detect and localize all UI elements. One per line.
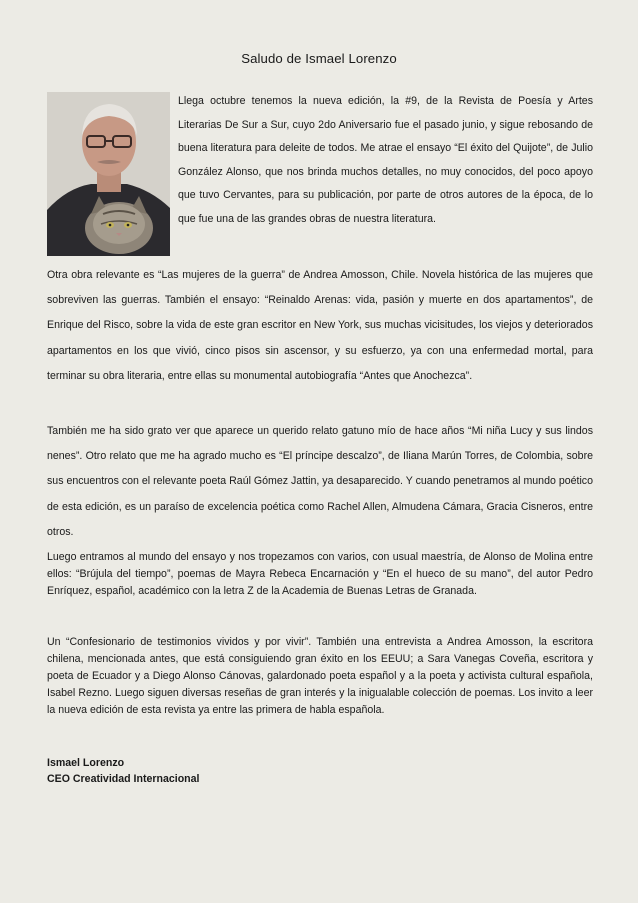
signature — [47, 755, 593, 787]
paragraph-2 — [47, 419, 593, 545]
paragraph-4 — [47, 634, 593, 719]
signature-role: CEO Creatividad Internacional — [47, 773, 200, 785]
paragraph-text: También me ha sido grato ver que aparece un querido relato gatuno mío de hace años “Mi niña Lucy y sus lindos nenes”. Otro relato que me ha agrado mucho es “El príncipe descalzo”, de Iliana Marún Torres, de Colombia, sobre sus encuentros con el relevante poeta Raúl Gómez Jattin, ya desaparecido. Y cuando penetramos al mundo poético de esta edición, es un paraíso de excelencia poética como Rachel Allen, Almudena Cámara, Gracia Cisneros, entre otros. — [47, 425, 593, 538]
signature-name: Ismael Lorenzo — [47, 757, 125, 769]
intro-paragraph: Llega octubre tenemos la nueva edición, la #9, de la Revista de Poesía y Artes Literarias De Sur a Sur, cuyo 2do Aniversario fue el pasado junio, y sigue rebosando de buena literatura para deleite de todos. Me atrae el ensayo “El éxito del Quijote”, de Julio González Alonso, que nos brinda muchos detalles, no muy conocidos, del poco apoyo que tuvo Cervantes, para su publicación, por parte de otros autores de la época, de lo que fue una de las grandes obras de nuestra literatura. — [178, 95, 593, 225]
paragraph-text: Otra obra relevante es “Las mujeres de la guerra” de Andrea Amosson, Chile. Novela histórica de las mujeres que sobreviven las guerras. También el ensayo: “Reinaldo Arenas: vida, pasión y muerte en dos apartamentos”, de Enrique del Risco, sobre la vida de este gran escritor en New York, sus muchas vicisitudes, los viejos y deteriorados apartamentos en los que vivió, cinco pisos sin ascensor, y su esfuerzo, ya con una enfermedad mortal, para terminar su obra literaria, entre ellas su monumental autobiografía “Antes que Anochezca”. — [47, 269, 593, 382]
author-with-cat-image — [47, 92, 170, 256]
author-photo — [47, 92, 170, 256]
intro-section — [47, 90, 593, 258]
paragraph-1 — [47, 263, 593, 389]
paragraph-text: Luego entramos al mundo del ensayo y nos tropezamos con varios, con usual maestría, de Alonso de Molina entre ellos: “Brújula del tiempo”, poemas de Mayra Rebeca Encarnación y “En el hueco de su mano”, del autor Pedro Enríquez, español, académico con la letra Z de la Academia de Buenas Letras de Granada. — [47, 551, 593, 598]
paragraph-3 — [47, 549, 593, 600]
paragraph-text: Un “Confesionario de testimonios vividos y por vivir”. También una entrevista a Andrea Amosson, la escritora chilena, mencionada antes, que está consiguiendo gran éxito en los EEUU; a Sara Vanegas Coveña, escritora y poeta de Ecuador y a Diego Alonso Cánovas, galardonado poeta español y a la poeta y activista cultural española, Isabel Rezno. Luego siguen diversas reseñas de gran interés y la inigualable colección de poemas. Los invito a leer la nueva edición de esta revista ya entre las primera de habla española. — [47, 636, 593, 717]
page-title: Saludo de Ismael Lorenzo — [241, 51, 397, 66]
